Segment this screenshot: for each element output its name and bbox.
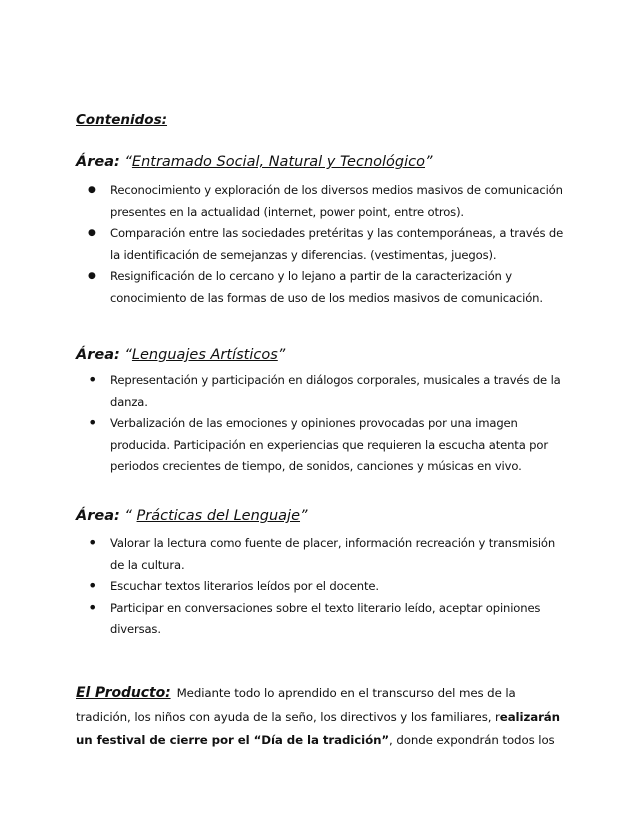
- list-item: ● Resignificación de lo cercano y lo lejano a partir de la caracterización y conocimiento de las formas de uso de los medios masivos de comunicación.: [110, 266, 565, 309]
- list-item: • Valorar la lectura como fuente de placer, información recreación y transmisión de la cultura.: [88, 533, 556, 572]
- area-title: “Entramado Social, Natural y Tecnológico”: [124, 154, 433, 170]
- producto-text: Mediante todo lo aprendido en el transcurso del mes de la tradición, los niños con ayuda de la seño, los directivos y los familiares, r: [76, 686, 516, 724]
- list-item: • Verbalización de las emociones y opiniones provocadas por una imagen producida. Participación en experiencias que requieren la escucha atenta por periodos crecientes de tiempo, de sonidos, canciones y músicas en vivo.: [88, 413, 548, 473]
- producto-paragraph: [76, 682, 566, 753]
- producto-label: El Producto:: [76, 685, 171, 701]
- list-item: • Representación y participación en diálogos corporales, musicales a través de la danza.: [88, 370, 561, 409]
- area-heading-lenguajes: [76, 347, 285, 363]
- area-label: Área:: [76, 154, 120, 170]
- bullet-list-lenguajes: [0, 370, 638, 478]
- area-label: Área:: [76, 508, 120, 524]
- list-item: • Escuchar textos literarios leídos por el docente.: [88, 576, 379, 595]
- area-label: Área:: [76, 347, 120, 363]
- bullet-icon: •: [88, 370, 98, 389]
- bullet-icon: ●: [88, 228, 96, 238]
- bullet-icon: •: [88, 533, 98, 552]
- bullet-icon: •: [88, 597, 98, 617]
- producto-bold-text: ealizarán un festival de cierre por el “Día de la tradición”: [76, 709, 560, 747]
- area-heading-practicas: [76, 508, 308, 524]
- bullet-list-practicas: [0, 533, 638, 641]
- contenidos-heading: Contenidos:: [76, 112, 168, 128]
- list-item: ● Comparación entre las sociedades pretéritas y las contemporáneas, a través de la identificación de semejanzas y diferencias. (vestimentas, juegos).: [110, 223, 565, 266]
- bullet-icon: •: [88, 576, 98, 595]
- bullet-icon: ●: [88, 271, 96, 281]
- list-item: ● Reconocimiento y exploración de los diversos medios masivos de comunicación presentes en la actualidad (internet, power point, entre otros).: [110, 180, 565, 223]
- bullet-icon: ●: [88, 185, 96, 195]
- bullet-list-entramado: [0, 180, 638, 309]
- bullet-icon: •: [88, 413, 98, 432]
- area-heading-entramado: [76, 154, 433, 170]
- list-item: • Participar en conversaciones sobre el texto literario leído, aceptar opiniones diversas.: [88, 597, 541, 636]
- producto-text-end: , donde expondrán todos los: [389, 733, 555, 747]
- area-title: “Lenguajes Artísticos”: [124, 347, 286, 363]
- area-title: “ Prácticas del Lenguaje”: [124, 508, 308, 524]
